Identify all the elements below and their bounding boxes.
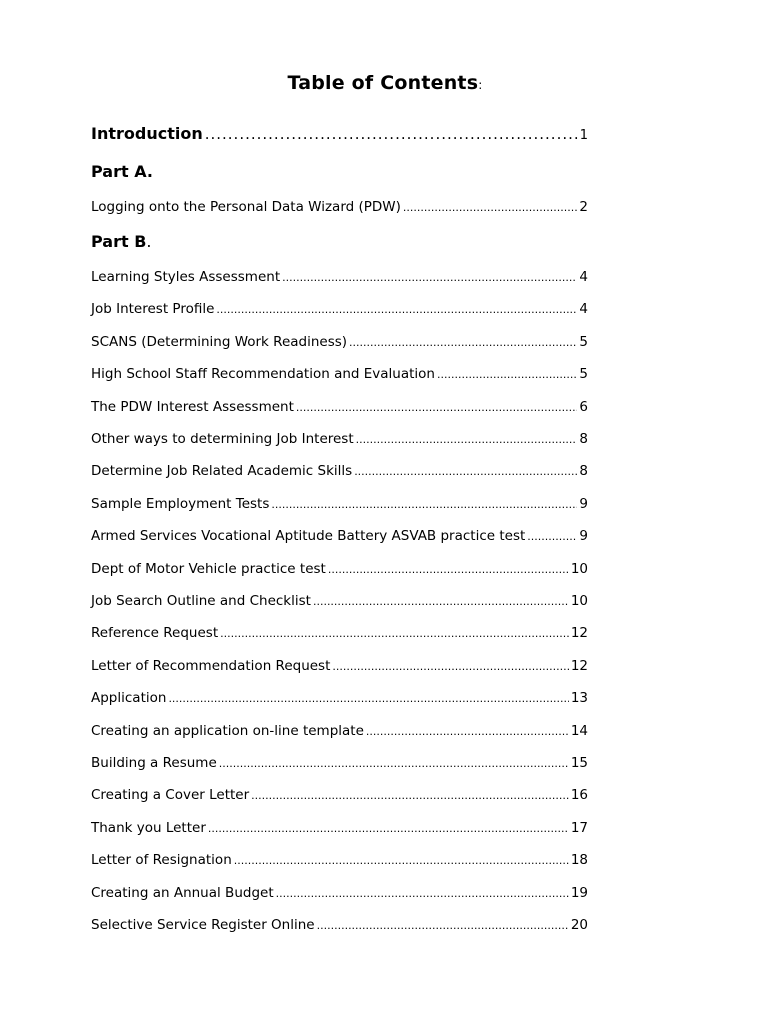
toc-entry-page: 4 [579, 269, 588, 285]
dot-leader [234, 854, 569, 867]
toc-entry-label: Building a Resume [91, 755, 217, 771]
toc-entry[interactable] [91, 463, 588, 479]
toc-entry[interactable] [91, 399, 588, 415]
toc-entry-page: 2 [579, 199, 588, 215]
toc-entry-page: 9 [579, 496, 588, 512]
toc-entry-label: Logging onto the Personal Data Wizard (PDW) [91, 199, 401, 215]
toc-entry-label: Creating an application on-line template [91, 723, 364, 739]
section-heading-label: Part A [91, 162, 147, 181]
toc-entry-label: Job Search Outline and Checklist [91, 593, 311, 609]
toc-entry-page: 5 [579, 366, 588, 382]
toc-entry[interactable] [91, 917, 588, 933]
dot-leader [328, 563, 569, 576]
dot-leader [205, 125, 578, 143]
toc-entry[interactable] [91, 593, 588, 609]
toc-entry-label: The PDW Interest Assessment [91, 399, 294, 415]
toc-entry[interactable] [91, 269, 588, 285]
toc-entry-label: Armed Services Vocational Aptitude Battery ASVAB practice test [91, 528, 526, 544]
page-title-text: Table of Contents [287, 72, 479, 94]
toc-entry[interactable] [91, 690, 588, 706]
toc-entry[interactable] [91, 334, 588, 350]
toc-entry-label: Creating a Cover Letter [91, 787, 250, 803]
section-heading-label: Part B [91, 232, 147, 251]
toc-entry-page: 8 [579, 463, 588, 479]
toc-entry-page: 5 [579, 334, 588, 350]
toc-entry-label: Thank you Letter [91, 820, 206, 836]
toc-entry-label: Creating an Annual Budget [91, 885, 274, 901]
toc-entry[interactable] [91, 625, 588, 641]
toc-entry[interactable] [91, 723, 588, 739]
toc-entry-page: 13 [570, 690, 588, 706]
dot-leader [313, 595, 569, 608]
dot-leader [527, 530, 577, 543]
toc-entry-page: 10 [570, 561, 588, 577]
toc-entry[interactable] [91, 787, 588, 803]
page-title [0, 72, 770, 94]
toc-entry-label: SCANS (Determining Work Readiness) [91, 334, 348, 350]
section-heading-suffix: . [146, 232, 152, 251]
toc-entry-label: Introduction [91, 124, 203, 143]
section-heading-part-b [91, 232, 152, 251]
toc-entry[interactable] [91, 658, 588, 674]
dot-leader [349, 336, 577, 349]
toc-entry-page: 1 [579, 128, 588, 143]
toc-entry-label: Other ways to determining Job Interest [91, 431, 354, 447]
toc-entry-page: 20 [570, 917, 588, 933]
dot-leader [317, 919, 569, 932]
dot-leader [271, 498, 577, 511]
toc-entry-page: 9 [579, 528, 588, 544]
toc-entry-page: 4 [579, 301, 588, 317]
toc-entry-page: 16 [570, 787, 588, 803]
toc-entry-label: Selective Service Register Online [91, 917, 315, 933]
toc-entry-page: 6 [579, 399, 588, 415]
toc-entry-page: 12 [570, 625, 588, 641]
toc-entry-page: 17 [570, 820, 588, 836]
section-heading-part-a [91, 162, 153, 181]
dot-leader [276, 887, 569, 900]
toc-entry-introduction[interactable] [91, 124, 588, 143]
toc-entry-page: 8 [579, 431, 588, 447]
toc-entry[interactable] [91, 561, 588, 577]
dot-leader [282, 271, 577, 284]
toc-entry[interactable] [91, 820, 588, 836]
toc-entry[interactable] [91, 528, 588, 544]
dot-leader [220, 627, 569, 640]
toc-entry-label: Dept of Motor Vehicle practice test [91, 561, 326, 577]
dot-leader [208, 822, 569, 835]
dot-leader [219, 757, 569, 770]
dot-leader [168, 692, 568, 705]
toc-entry-page: 19 [570, 885, 588, 901]
toc-entry-page: 10 [570, 593, 588, 609]
toc-entry[interactable] [91, 366, 588, 382]
toc-entry[interactable] [91, 885, 588, 901]
toc-entry[interactable] [91, 496, 588, 512]
toc-entry-label: Determine Job Related Academic Skills [91, 463, 353, 479]
toc-entry-label: Job Interest Profile [91, 301, 215, 317]
toc-entry[interactable] [91, 431, 588, 447]
dot-leader [296, 401, 578, 414]
dot-leader [251, 789, 569, 802]
dot-leader [366, 725, 569, 738]
toc-entry-page: 18 [570, 852, 588, 868]
toc-entry[interactable] [91, 852, 588, 868]
toc-entry-label: Letter of Recommendation Request [91, 658, 331, 674]
toc-entry-label: High School Staff Recommendation and Evaluation [91, 366, 435, 382]
dot-leader [354, 465, 577, 478]
dot-leader [332, 660, 568, 673]
page-title-colon: : [478, 78, 483, 92]
dot-leader [437, 368, 577, 381]
toc-entry-page: 14 [570, 723, 588, 739]
section-heading-suffix: . [146, 162, 153, 181]
toc-entry-label: Letter of Resignation [91, 852, 232, 868]
dot-leader [216, 303, 577, 316]
toc-entry-page: 12 [570, 658, 588, 674]
toc-entry-label: Learning Styles Assessment [91, 269, 281, 285]
toc-entry-page: 15 [570, 755, 588, 771]
toc-entry[interactable] [91, 199, 588, 215]
toc-entry-label: Application [91, 690, 167, 706]
dot-leader [403, 201, 577, 214]
toc-entry[interactable] [91, 301, 588, 317]
dot-leader [356, 433, 578, 446]
toc-entry-label: Sample Employment Tests [91, 496, 270, 512]
toc-entry-label: Reference Request [91, 625, 219, 641]
toc-entry[interactable] [91, 755, 588, 771]
